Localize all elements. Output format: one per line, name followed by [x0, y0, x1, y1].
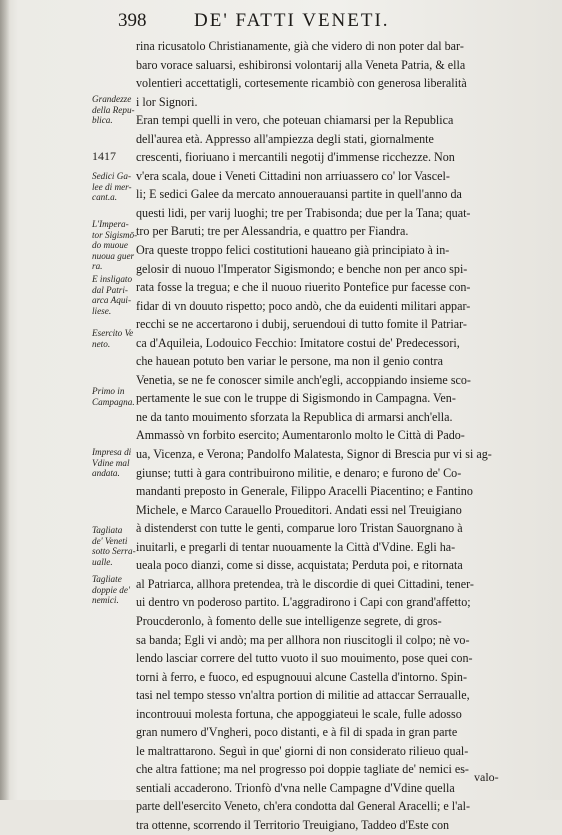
side-note-line: ualle. [92, 556, 113, 567]
side-note-line: Primo in [92, 386, 125, 396]
body-line: Venetia, se ne fe conoscer simile anch'egli, accoppiando insieme sco- [136, 372, 471, 387]
side-note-line: E insligato [92, 274, 133, 284]
body-line: sa banda; Egli vi andò; ma per allhora non riuscitogli il colpo; nè vo- [136, 632, 470, 647]
body-line: Ammassò vn forbito esercito; Aumentaronlo molto le Città di Pado- [136, 428, 465, 443]
side-note-line: tor Sigismō- [92, 229, 138, 240]
body-line: ua, Vicenza, e Verona; Pandolfo Malatesta, Signor di Brescia pur vi si ag- [136, 447, 492, 462]
side-note-line: 1417 [92, 149, 116, 163]
running-title: DE' FATTI VENETI. [194, 10, 390, 31]
body-line: rata fosse la tregua; e che il nuouo riuerito Pontefice pur facesse con- [136, 280, 471, 295]
side-note-line: Grandezze [92, 94, 132, 104]
body-line: lendo lasciar correre del tutto vuoto il suo mouimento, pose quei con- [136, 651, 473, 666]
catchword: valo- [474, 770, 499, 784]
body-line: questi lidi, per varij luoghi; tre per Trabisonda; due per la Tana; quat- [136, 205, 471, 220]
body-line: volentieri accettatigli, cortesemente ricambiò con generosa liberalità [136, 76, 467, 91]
body-line: Proucderonlo, à fomento delle sue intelligenze segrete, di gros- [136, 613, 442, 628]
body-line: che altra fattione; ma nel progresso poi doppie tagliate de' nemici es- [136, 762, 469, 777]
side-note [92, 150, 142, 162]
side-note-line: cant.a. [92, 192, 118, 202]
side-note-line: Vdine mal [92, 457, 130, 468]
side-note-line: Tagliata [92, 525, 123, 535]
side-note [92, 328, 142, 349]
body-line: ca d'Aquileia, Lodouico Fecchio: Imitatore costui de' Predecessori, [136, 335, 460, 350]
side-note-line: Tagliate [92, 574, 122, 584]
body-line: ui dentro vn poderoso partito. L'aggradirono i Capi con grand'affetto; [136, 595, 471, 610]
body-line: Michele, e Marco Carauello Proueditori. Andati essi nel Treuigiano [136, 502, 462, 517]
side-note-line: neto. [92, 338, 111, 349]
side-note-line: della Repu- [92, 104, 135, 115]
body-line: fidar di vn douuto rispetto; poco andò, che da euidenti militari appar- [136, 298, 471, 313]
side-note [92, 94, 142, 126]
side-note-line: arca Aqui- [92, 295, 132, 305]
side-note-line: Esercito Ve [92, 328, 134, 338]
side-note [92, 171, 142, 203]
side-note-line: nemici. [92, 595, 119, 605]
body-line: crescenti, fioriuano i mercantili negotij d'immense ricchezze. Non [136, 150, 455, 165]
page-number: 398 [118, 10, 147, 31]
body-line: Eran tempi quelli in vero, che poteuan chiamarsi per la Republica [136, 113, 454, 128]
side-note-line: doppie de' [92, 584, 130, 595]
side-note-line: Impresa di [92, 447, 132, 457]
body-line: Ora queste troppo felici costitutioni haueano già principiato à in- [136, 243, 450, 258]
body-text [136, 37, 528, 835]
body-line: che hauean potuto ben variar le persone, ma non il genio contra [136, 354, 443, 369]
body-line: i lor Signori. [136, 94, 198, 109]
body-line: tra ottenne, scorrendo il Territorio Treuigiano, Taddeo d'Este con [136, 817, 450, 832]
body-line: ueala poco dianzi, come si disse, acquistata; Perduta poi, e ritornata [136, 558, 463, 573]
body-line: le maltrattarono. Seguì in que' giorni di non considerato rilieuo qual- [136, 743, 469, 758]
body-line: rina ricusatolo Christianamente, già che videro di non poter dal bar- [136, 39, 464, 53]
body-line: à distenderst con tutte le genti, comparue loro Tristan Sauorgnano à [136, 521, 463, 536]
side-note-line: lee di mer- [92, 181, 132, 192]
side-note-line: blica. [92, 115, 113, 125]
side-note [92, 574, 142, 606]
body-line: pertamente le sue con le truppe di Sigismondo in Campagna. Ven- [136, 391, 456, 406]
side-note [92, 274, 142, 316]
body-line: incontrouui molesta fortuna, che appoggiateui le scale, fulle adosso [136, 706, 462, 721]
body-line: sentiali accaderono. Trionfò d'vna nelle Campagne d'Vdine quella [136, 780, 455, 795]
side-note [92, 447, 142, 479]
side-note-line: dal Patri- [92, 284, 128, 295]
body-line: v'era scala, doue i Veneti Cittadini non arriuassero co' lor Vascel- [136, 168, 450, 183]
side-note-line: ra. [92, 261, 103, 271]
body-line: ne da tanto mouimento sforzata la Republica di armarsi anch'ella. [136, 409, 453, 424]
body-line: gran numero d'Vngheri, poco distanti, e à fil di spada in gran parte [136, 725, 458, 740]
side-note-line: de' Veneti [92, 535, 128, 546]
body-line: inuitarli, e pregarli di tentar nuouamente la Città d'Vdine. Egli ha- [136, 539, 456, 554]
side-note-line: L'Impera- [92, 219, 129, 229]
side-note-line: nuoua guer [92, 250, 135, 261]
body-line: torni à ferro, e fuoco, ed espugnouui alcune Castella d'intorno. Spin- [136, 669, 467, 684]
body-line: parte dell'esercito Veneto, ch'era condotta dal General Aracelli; e l'al- [136, 799, 471, 814]
body-line: li; E sedici Galee da mercato annouerauansi partite in quell'anno da [136, 187, 462, 202]
side-note [92, 386, 142, 407]
body-line: baro vorace saluarsi, eshibironsi volontarij alla Veneta Patria, & ella [136, 57, 466, 72]
page-gutter-shadow [0, 0, 10, 800]
page-header [100, 10, 530, 34]
body-line: mandanti preposto in Generale, Filippo Aracelli Piacentino; e Fantino [136, 484, 473, 499]
side-note-line: Sedici Ga- [92, 171, 132, 181]
body-line: tro per Baruti; tre per Alessandria, e quattro per Fiandra. [136, 224, 409, 239]
body-line: al Patriarca, allhora pretendea, trà le discordie di quei Cittadini, tener- [136, 576, 474, 591]
body-line: dell'aurea età. Appresso all'ampiezza degli stati, giornalmente [136, 131, 434, 146]
body-line: giunse; tutti à gara contribuirono militie, e denaro; e furono de' Co- [136, 465, 462, 480]
side-note [92, 525, 142, 567]
side-note-line: liese. [92, 305, 112, 316]
side-note-line: do muoue [92, 240, 128, 250]
side-note [92, 219, 142, 272]
body-line: gelosir di nuouo l'Imperator Sigismondo; e benche non per anco spi- [136, 261, 468, 276]
side-note-line: Campagna. [92, 396, 135, 407]
body-line: recchi se ne accertarono i dubij, seruendoui di tutto fomite il Patriar- [136, 317, 467, 332]
side-note-line: andata. [92, 468, 120, 478]
body-line: tasi nel tempo stesso vn'altra portion di militie ad attaccar Serraualle, [136, 688, 470, 703]
side-note-line: sotto Serra- [92, 546, 136, 556]
